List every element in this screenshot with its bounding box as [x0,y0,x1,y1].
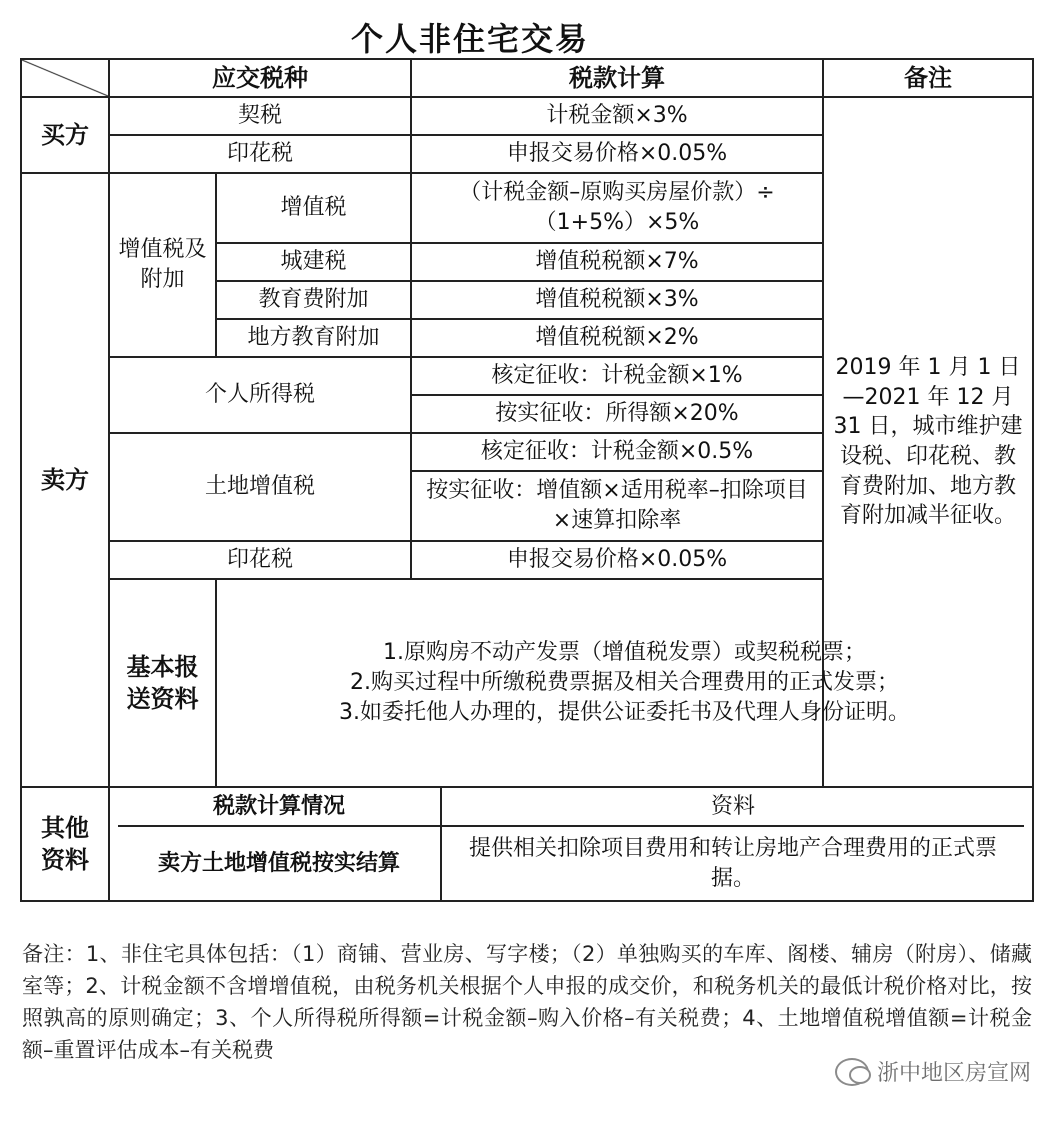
remark-text: 2019 年 1 月 1 日—2021 年 12 月 31 日，城市维护建设税、印花税、教育费附加、地方教育附加减半征收。 [823,97,1033,787]
basic-docs-list [216,579,1033,787]
vat-calc: 增值税税额×7% [411,243,823,281]
corner-cell [21,59,109,97]
basic-docs-item: 1.原购房不动产发票（增值税发票）或契税税票； [383,640,866,666]
basic-docs-item: 3.如委托他人办理的，提供公证委托书及代理人身份证明。 [339,699,910,725]
income-calc: 核定征收：计税金额×1% [411,357,823,395]
vat-calc: 增值税税额×2% [411,319,823,357]
vat-tax: 增值税 [216,173,411,243]
other-docs-table [118,788,1024,900]
basic-docs-label: 基本报送资料 [109,579,216,787]
other-docs-cell [109,787,1033,901]
tax-table [20,58,1034,902]
buyer-calc: 计税金额×3% [411,97,823,135]
seller-stamp-calc: 申报交易价格×0.05% [411,541,823,579]
income-tax: 个人所得税 [109,357,411,433]
header-remark: 备注 [823,59,1033,97]
seller-stamp-tax: 印花税 [109,541,411,579]
other-row-docs: 提供相关扣除项目费用和转让房地产合理费用的正式票据。 [468,835,997,891]
seller-label: 卖方 [21,173,109,787]
footnote: 备注：1、非住宅具体包括：（1）商铺、营业房、写字楼；（2）单独购买的车库、阁楼、辅房（附房）、储藏室等；2、计税金额不含增增值税，由税务机关根据个人申报的成交价，和税务机关的最低计税价格对比，按照孰高的原则确定；3、个人所得税所得额=计税金额–购入价格–有关税费；4、土地增值税增值额=计税金额–重置评估成本–有关税费 [22,942,1032,1062]
land-tax: 土地增值税 [109,433,411,541]
vat-tax: 地方教育附加 [216,319,411,357]
other-row-case: 卖方土地增值税按实结算 [118,826,441,900]
buyer-tax: 契税 [109,97,411,135]
vat-group-label: 增值税及附加 [109,173,216,357]
vat-calc: （计税金额–原购买房屋价款）÷（1+5%）×5% [411,173,823,243]
wechat-icon [835,1058,869,1086]
basic-docs-item: 2.购买过程中所缴税费票据及相关合理费用的正式发票； [350,670,899,696]
other-col2-header: 资料 [441,788,1024,826]
page-title: 个人非住宅交易 [350,20,589,58]
buyer-tax: 印花税 [109,135,411,173]
watermark [835,1056,1031,1087]
other-col1-header: 税款计算情况 [118,788,441,826]
watermark-text: 浙中地区房宣网 [876,1061,1031,1086]
vat-tax: 教育费附加 [216,281,411,319]
buyer-label: 买方 [21,97,109,173]
land-calc: 按实征收：增值额×适用税率–扣除项目×速算扣除率 [411,471,823,541]
buyer-calc: 申报交易价格×0.05% [411,135,823,173]
land-calc: 核定征收：计税金额×0.5% [411,433,823,471]
other-docs-label: 其他资料 [21,787,109,901]
header-tax-type: 应交税种 [109,59,411,97]
vat-calc: 增值税税额×3% [411,281,823,319]
vat-tax: 城建税 [216,243,411,281]
income-calc: 按实征收：所得额×20% [411,395,823,433]
header-calc: 税款计算 [411,59,823,97]
